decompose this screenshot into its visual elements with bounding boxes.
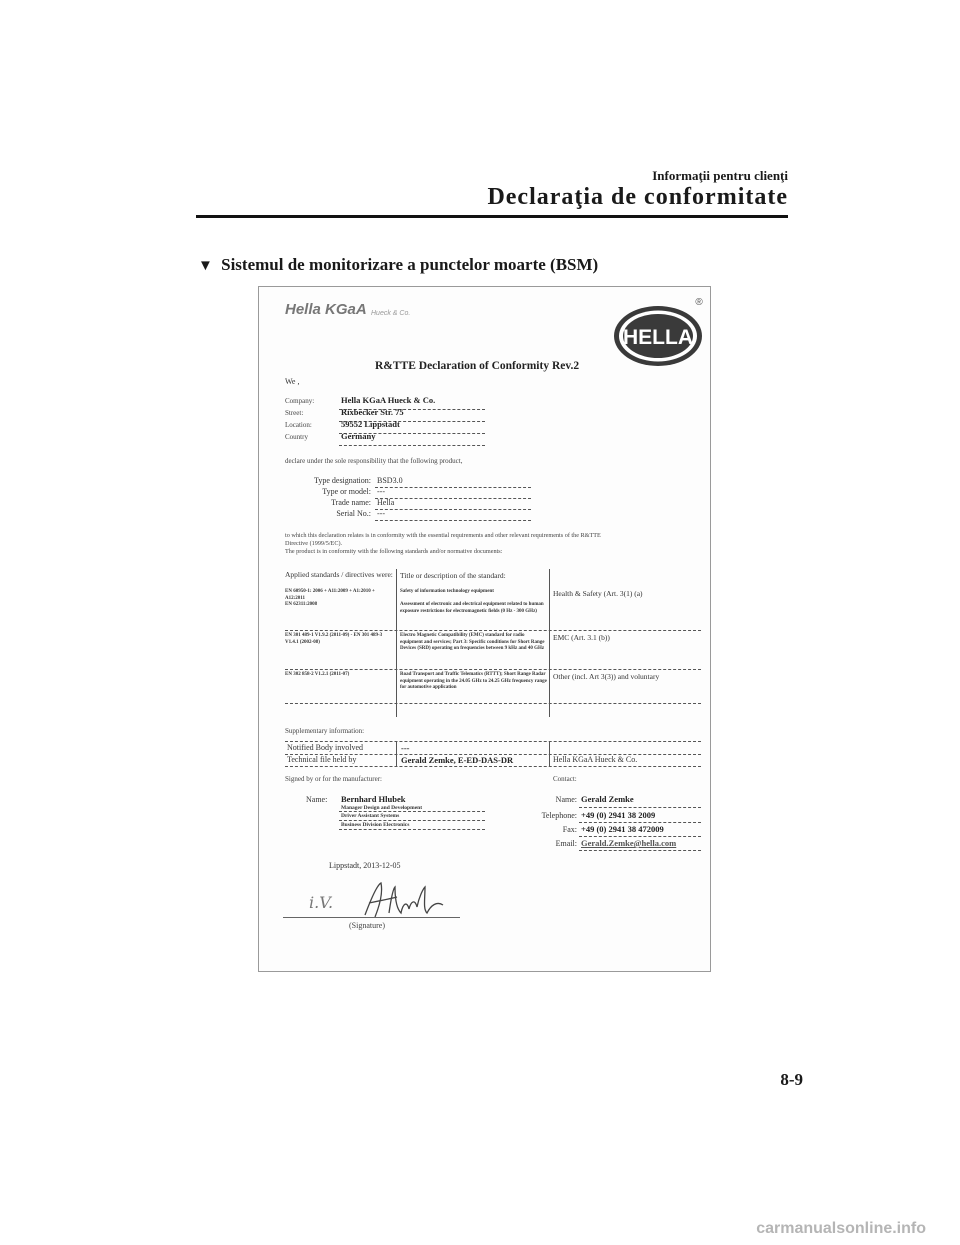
standards-row-1: EN 60950-1: 2006 + A11:2009 + A1:2010 + A12:2011 EN 62311:2008 [285, 589, 375, 607]
trade-name-label: Trade name: [331, 498, 371, 507]
header-subtitle: Informaţii pentru clienţi [652, 168, 788, 183]
notified-body-value: --- [401, 743, 410, 753]
serial-no-label: Serial No.: [336, 509, 371, 518]
registered-mark: ® [695, 297, 703, 308]
standards-header: Applied standards / directives were: [285, 570, 393, 579]
technical-file-value: Gerald Zemke, E-ED-DAS-DR [401, 755, 514, 765]
watermark: carmanualsonline.info [756, 1220, 926, 1237]
signed-by-label: Signed by or for the manufacturer: [285, 775, 382, 783]
declare-text: declare under the sole responsibility that the following product, [285, 457, 463, 465]
type-designation-label: Type designation: [314, 476, 371, 485]
country-value: Germany [341, 431, 376, 441]
place-date: Lippstadt, 2013-12-05 [329, 861, 401, 870]
supplementary-label: Supplementary information: [285, 727, 365, 735]
brand-name: Hella KGaA [285, 301, 367, 318]
header-divider [196, 215, 788, 218]
notified-body-label: Notified Body involved [287, 743, 363, 752]
standards-row-2: EN 301 489-1 V1.9.2 (2011-09) - EN 301 489-3 V1.4.1 (2002-08) [285, 633, 383, 645]
signature-line [283, 917, 460, 918]
description-header: Title or description of the standard: [400, 571, 506, 580]
logo-text: HELLA [623, 326, 693, 349]
technical-file-company: Hella KGaA Hueck & Co. [553, 755, 638, 764]
signer-name: Bernhard Hlubek [341, 794, 406, 804]
conformity-text-2: Directive (1999/5/EC). [285, 540, 343, 547]
contact-label: Contact: [553, 775, 577, 783]
fax-label: Fax: [562, 825, 577, 834]
page-number: 8-9 [780, 1070, 803, 1089]
description-row-3: Road Transport and Traffic Telematics (RTTT); Short Range Radar equipment operating in the 24.05 GHz to 24.25 GHz frequency range for automotive application [400, 672, 547, 690]
signer-role-2: Driver Assistant Systems [341, 813, 400, 819]
section-marker-icon: ▼ [198, 258, 213, 274]
conformity-text-3: The product is in conformity with the following standards and/or normative documents: [285, 548, 503, 555]
signer-role-1: Manager Design and Development [341, 805, 423, 811]
country-label: Country [285, 433, 308, 441]
email-value: Gerald.Zemke@hella.com [581, 838, 677, 848]
street-label: Street: [285, 409, 304, 417]
signer-name-label: Name: [306, 795, 328, 804]
hella-logo-icon [611, 295, 709, 369]
category-row-2: EMC (Art. 3.1 (b)) [553, 633, 610, 642]
serial-no-value: --- [377, 509, 385, 518]
description-row-2: Electro Magnetic Compatibility (EMC) standard for radio equipment and services; Part 3: Specific conditions for Short Range Devices (SRD) operating on frequencies between 9 kHz and 40 GHz [400, 633, 545, 651]
category-row-1: Health & Safety (Art. 3(1) (a) [553, 589, 643, 598]
page-title: Declaraţia de conformitate [487, 184, 788, 210]
location-label: Location: [285, 421, 312, 429]
type-designation-value: BSD3.0 [377, 476, 403, 485]
fax-value: +49 (0) 2941 38 472009 [581, 824, 664, 834]
brand-suffix: Hueck & Co. [371, 310, 411, 317]
contact-name: Gerald Zemke [581, 794, 634, 804]
section-title: Sistemul de monitorizare a punctelor moarte (BSM) [221, 255, 599, 274]
telephone-label: Telephone: [541, 811, 577, 820]
street-value: Rixbecker Str. 75 [341, 407, 404, 417]
trade-name-value: Hella [377, 498, 395, 507]
type-model-label: Type or model: [322, 487, 371, 496]
conformity-text-1: to which this declaration relates is in conformity with the essential requirements and other relevant requirements of the R&TTE [285, 532, 601, 539]
company-value: Hella KGaA Hueck & Co. [341, 395, 436, 405]
telephone-value: +49 (0) 2941 38 2009 [581, 810, 656, 820]
standards-row-3: EN 302 858-2 V1.2.1 (2011-07) [285, 672, 350, 677]
signature-caption: (Signature) [349, 921, 385, 930]
signer-role-3: Business Division Electronics [341, 822, 410, 828]
company-label: Company: [285, 397, 315, 405]
section-heading [198, 255, 598, 275]
type-model-value: --- [377, 487, 385, 496]
declaration-scan [258, 286, 711, 972]
signature-prefix: i.V. [309, 893, 334, 912]
location-value: 59552 Lippstadt [341, 419, 400, 429]
email-label: Email: [555, 839, 577, 848]
description-row-1: Safety of information technology equipment Assessment of electronic and electrical equipment related to human exposure restrictions for electromagnetic fields (0 Hz - 300 GHz) [400, 589, 544, 614]
category-row-3: Other (incl. Art 3(3)) and voluntary [553, 672, 660, 681]
we-label: We , [285, 377, 300, 386]
declaration-title: R&TTE Declaration of Conformity Rev.2 [375, 360, 580, 372]
signature-scribble-icon [359, 879, 449, 921]
technical-file-label: Technical file held by [287, 755, 357, 764]
contact-name-label: Name: [555, 795, 577, 804]
